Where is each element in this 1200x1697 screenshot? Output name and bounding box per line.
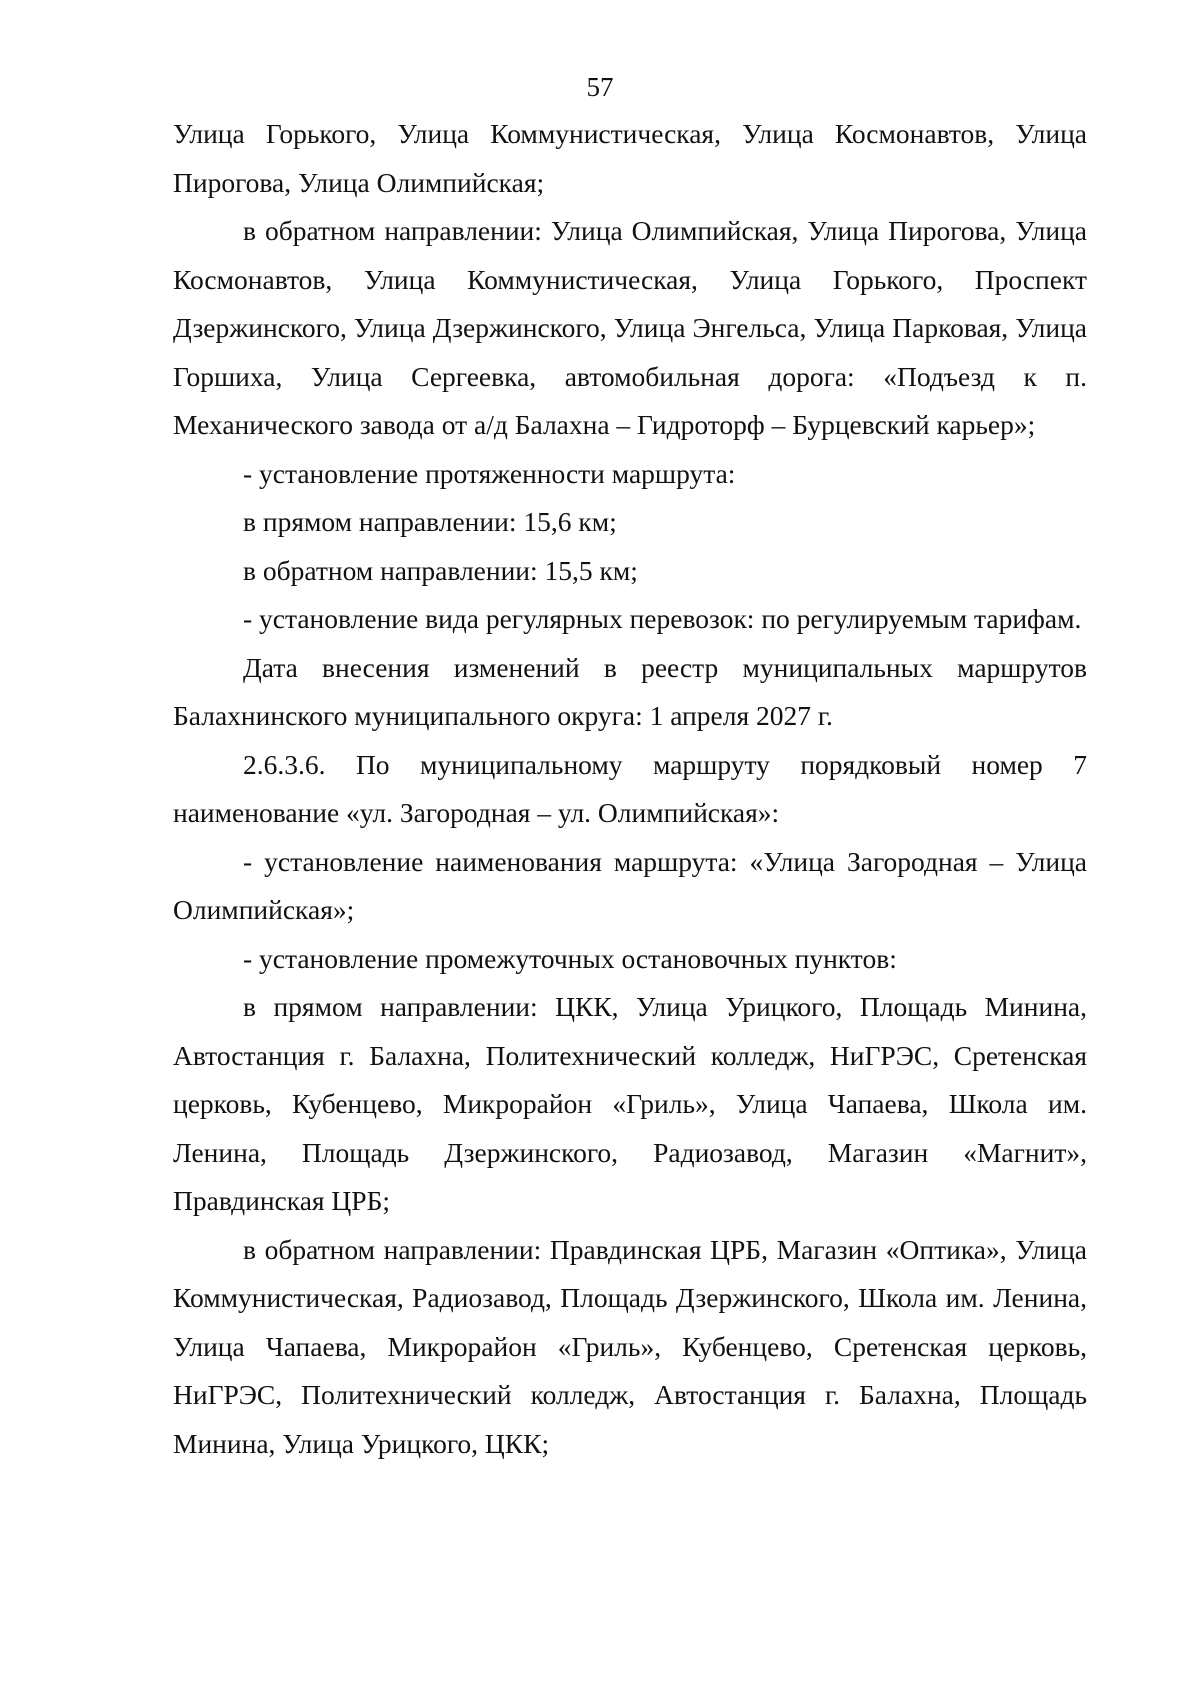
paragraph-4: в прямом направлении: 15,6 км; bbox=[243, 506, 617, 537]
paragraph-3: - установление протяженности маршрута: bbox=[243, 457, 736, 489]
paragraph-12: в обратном направлении: Правдинская ЦРБ, Магазин «Оптика», Улица Коммунистическая, Радиозавод, Площадь Дзержинского, Школа им. Ленина, Улица Чапаева, Микрорайон «Гриль», Кубенцево, Сретенская церковь, НиГРЭС, Политехнический колледж, Автостанция г. Балахна, Площадь Минина, Улица Урицкого, ЦКК; bbox=[173, 1233, 1087, 1459]
paragraph-2: в обратном направлении: Улица Олимпийская, Улица Пирогова, Улица Космонавтов, Улица Коммунистическая, Улица Горького, Проспект Дзержинского, Улица Дзержинского, Улица Энгельса, Улица Парковая, Улица Горшиха, Улица Сергеевка, автомобильная дорога: «Подъезд к п. Механического завода от а/д Балахна – Гидроторф – Бурцевский карьер»; bbox=[173, 215, 1087, 440]
document-body bbox=[173, 110, 1087, 1468]
paragraph-5: в обратном направлении: 15,5 км; bbox=[243, 554, 638, 586]
paragraph-8: 2.6.3.6. По муниципальному маршруту порядковый номер 7 наименование «ул. Загородная – ул. Олимпийская»: bbox=[173, 748, 1087, 828]
page-number: 57 bbox=[586, 72, 614, 102]
paragraph-10: - установление промежуточных остановочных пунктов: bbox=[243, 942, 897, 974]
paragraph-1: Улица Горького, Улица Коммунистическая, Улица Космонавтов, Улица Пирогова, Улица Олимпийская; bbox=[173, 118, 1087, 198]
paragraph-9: - установление наименования маршрута: «Улица Загородная – Улица Олимпийская»; bbox=[173, 845, 1087, 925]
paragraph-11: в прямом направлении: ЦКК, Улица Урицкого, Площадь Минина, Автостанция г. Балахна, Политехнический колледж, НиГРЭС, Сретенская церковь, Кубенцево, Микрорайон «Гриль», Улица Чапаева, Школа им. Ленина, Площадь Дзержинского, Радиозавод, Магазин «Магнит», Правдинская ЦРБ; bbox=[173, 991, 1087, 1216]
paragraph-7: Дата внесения изменений в реестр муниципальных маршрутов Балахнинского муниципального округа: 1 апреля 2027 г. bbox=[173, 651, 1087, 731]
paragraph-6: - установление вида регулярных перевозок: по регулируемым тарифам. bbox=[243, 603, 1082, 634]
